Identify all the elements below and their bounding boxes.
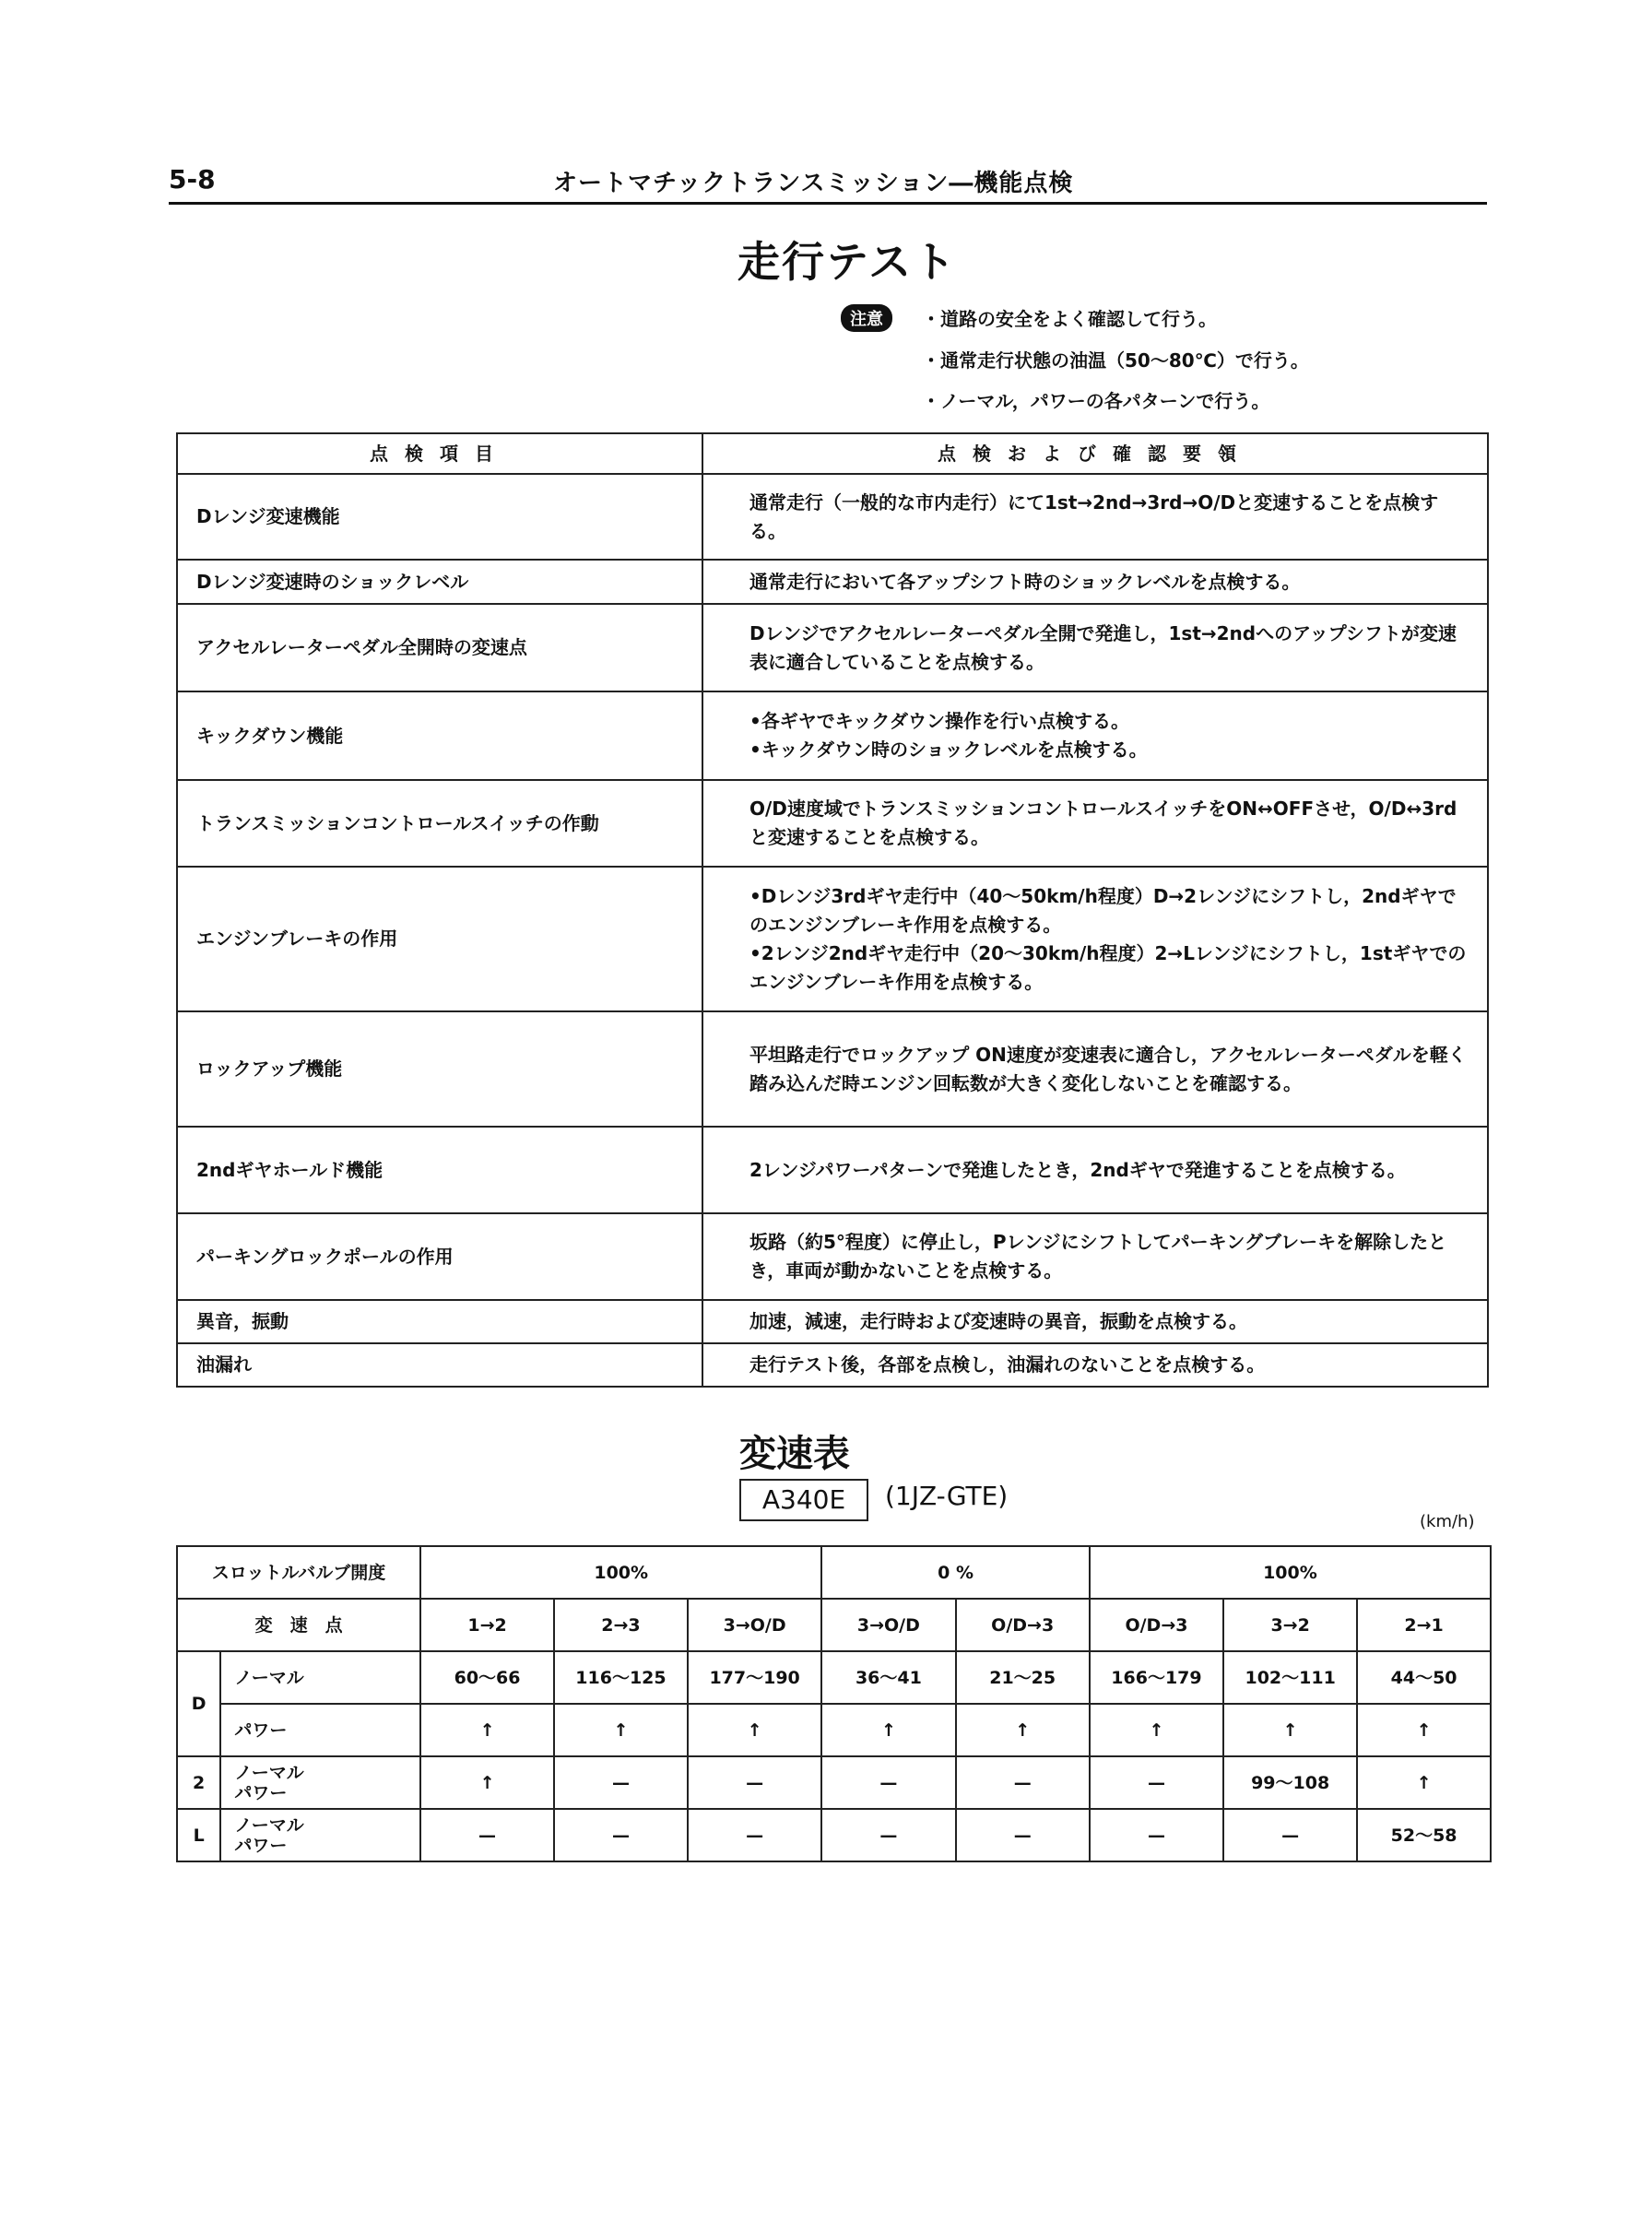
mode-both: [220, 1756, 420, 1809]
table-row: [177, 474, 1488, 560]
inspection-item: Dレンジ変速機能: [177, 474, 702, 560]
speed-cell: —: [688, 1809, 821, 1861]
speed-cell: —: [420, 1809, 554, 1861]
speed-cell: —: [1223, 1809, 1357, 1861]
inspection-item: 油漏れ: [177, 1343, 702, 1387]
speed-cell: 60〜66: [420, 1651, 554, 1704]
inspection-table: [176, 432, 1489, 1388]
table-row: [177, 604, 1488, 691]
page-number: 5-8: [169, 164, 216, 195]
speed-cell: ↑: [1357, 1704, 1491, 1756]
inspection-method: O/D速度域でトランスミッションコントロールスイッチをON↔OFFさせ，O/D↔3rdと変速することを点検する。: [702, 780, 1488, 867]
inspection-method: •Dレンジ3rdギヤ走行中（40〜50km/h程度）D→2レンジにシフトし，2ndギヤでのエンジンブレーキ作用を点検する。 •2レンジ2ndギヤ走行中（20〜30km/h程度）2→Lレンジにシフトし，1stギヤでのエンジンブレーキ作用を点検する。: [702, 867, 1488, 1011]
speed-cell: —: [821, 1756, 955, 1809]
speed-cell: ↑: [1090, 1704, 1223, 1756]
mode-normal: ノーマル: [234, 1814, 304, 1836]
table-row: [177, 1213, 1488, 1300]
caution-note: ・道路の安全をよく確認して行う。: [922, 308, 1217, 330]
shift-point: O/D→3: [956, 1599, 1090, 1651]
caution-note: ・通常走行状態の油温（50〜80℃）で行う。: [922, 349, 1309, 372]
speed-cell: —: [1090, 1809, 1223, 1861]
inspection-method: 坂路（約5°程度）に停止し，Pレンジにシフトしてパーキングブレーキを解除したとき，車両が動かないことを点検する。: [702, 1213, 1488, 1300]
shift-point: 3→O/D: [688, 1599, 821, 1651]
inspection-method: 通常走行（一般的な市内走行）にて1st→2nd→3rd→O/Dと変速することを点検する。: [702, 474, 1488, 560]
shift-label: 変 速 点: [177, 1599, 420, 1651]
mode-normal: ノーマル: [234, 1762, 304, 1783]
row-l: [177, 1809, 1491, 1861]
shift-table-title: 変速表: [739, 1433, 850, 1475]
speed-cell: 166〜179: [1090, 1651, 1223, 1704]
speed-cell: 36〜41: [821, 1651, 955, 1704]
throttle-row: [177, 1546, 1491, 1599]
table-row: [177, 867, 1488, 1011]
shift-point: 3→2: [1223, 1599, 1357, 1651]
inspection-method: 通常走行において各アップシフト時のショックレベルを点検する。: [702, 560, 1488, 604]
throttle-value: 0 %: [821, 1546, 1090, 1599]
speed-cell: —: [956, 1809, 1090, 1861]
inspection-method: 2レンジパワーパターンで発進したとき，2ndギヤで発進することを点検する。: [702, 1127, 1488, 1213]
range-2: 2: [177, 1756, 220, 1809]
speed-cell: ↑: [821, 1704, 955, 1756]
inspection-item: パーキングロックポールの作用: [177, 1213, 702, 1300]
table-row: [177, 1343, 1488, 1387]
shift-point: O/D→3: [1090, 1599, 1223, 1651]
header-item: 点検項目: [177, 433, 702, 474]
speed-cell: —: [688, 1756, 821, 1809]
speed-cell: —: [1090, 1756, 1223, 1809]
shift-point: 3→O/D: [821, 1599, 955, 1651]
throttle-label: スロットルバルブ開度: [177, 1546, 420, 1599]
section-title: オートマチックトランスミッション―機能点検: [553, 170, 1074, 197]
throttle-value: 100%: [1090, 1546, 1491, 1599]
inspection-method: 加速，減速，走行時および変速時の異音，振動を点検する。: [702, 1300, 1488, 1343]
speed-cell: 116〜125: [554, 1651, 688, 1704]
inspection-item: キックダウン機能: [177, 691, 702, 780]
engine-label: (1JZ-GTE): [885, 1481, 1009, 1511]
model-box: A340E: [739, 1479, 868, 1521]
speed-cell: —: [554, 1756, 688, 1809]
mode-normal: ノーマル: [220, 1651, 420, 1704]
speed-cell: —: [956, 1756, 1090, 1809]
table-row: [177, 780, 1488, 867]
inspection-method: 平坦路走行でロックアップ ON速度が変速表に適合し，アクセルレーターペダルを軽く踏み込んだ時エンジン回転数が大きく変化しないことを確認する。: [702, 1011, 1488, 1127]
table-row: [177, 691, 1488, 780]
caution-note: ・ノーマル，パワーの各パターンで行う。: [922, 390, 1270, 412]
speed-cell: —: [554, 1809, 688, 1861]
mode-both: [220, 1809, 420, 1861]
speed-cell: ↑: [1223, 1704, 1357, 1756]
inspection-item: 2ndギヤホールド機能: [177, 1127, 702, 1213]
range-l: L: [177, 1809, 220, 1861]
row-2: [177, 1756, 1491, 1809]
inspection-item: アクセルレーターペダル全開時の変速点: [177, 604, 702, 691]
inspection-item: Dレンジ変速時のショックレベル: [177, 560, 702, 604]
shift-table: [176, 1545, 1492, 1862]
inspection-method: Dレンジでアクセルレーターペダル全開で発進し，1st→2ndへのアップシフトが変速表に適合していることを点検する。: [702, 604, 1488, 691]
table-header-row: [177, 433, 1488, 474]
header-rule: [169, 202, 1487, 205]
speed-cell: ↑: [1357, 1756, 1491, 1809]
caution-badge: 注意: [841, 304, 892, 332]
table-row: [177, 1011, 1488, 1127]
inspection-item: ロックアップ機能: [177, 1011, 702, 1127]
row-d-normal: [177, 1651, 1491, 1704]
shift-point-row: [177, 1599, 1491, 1651]
inspection-item: エンジンブレーキの作用: [177, 867, 702, 1011]
speed-cell: 44〜50: [1357, 1651, 1491, 1704]
speed-cell: ↑: [420, 1756, 554, 1809]
inspection-item: 異音，振動: [177, 1300, 702, 1343]
range-d: D: [177, 1651, 220, 1756]
mode-power: パワー: [220, 1704, 420, 1756]
inspection-method: •各ギヤでキックダウン操作を行い点検する。 •キックダウン時のショックレベルを点検する。: [702, 691, 1488, 780]
table-row: [177, 1300, 1488, 1343]
speed-cell: ↑: [688, 1704, 821, 1756]
shift-point: 2→1: [1357, 1599, 1491, 1651]
speed-cell: ↑: [956, 1704, 1090, 1756]
speed-cell: ↑: [420, 1704, 554, 1756]
speed-cell: 177〜190: [688, 1651, 821, 1704]
table-row: [177, 1127, 1488, 1213]
unit-label: (km/h): [1420, 1512, 1475, 1531]
inspection-method: 走行テスト後，各部を点検し，油漏れのないことを点検する。: [702, 1343, 1488, 1387]
shift-point: 1→2: [420, 1599, 554, 1651]
header-method: 点検および確認要領: [702, 433, 1488, 474]
mode-power: パワー: [234, 1782, 288, 1803]
throttle-value: 100%: [420, 1546, 821, 1599]
speed-cell: 99〜108: [1223, 1756, 1357, 1809]
mode-power: パワー: [234, 1835, 288, 1856]
speed-cell: —: [821, 1809, 955, 1861]
speed-cell: ↑: [554, 1704, 688, 1756]
inspection-item: トランスミッションコントロールスイッチの作動: [177, 780, 702, 867]
shift-point: 2→3: [554, 1599, 688, 1651]
speed-cell: 21〜25: [956, 1651, 1090, 1704]
speed-cell: 102〜111: [1223, 1651, 1357, 1704]
page-title: 走行テスト: [738, 237, 958, 287]
row-d-power: [177, 1704, 1491, 1756]
table-row: [177, 560, 1488, 604]
speed-cell: 52〜58: [1357, 1809, 1491, 1861]
